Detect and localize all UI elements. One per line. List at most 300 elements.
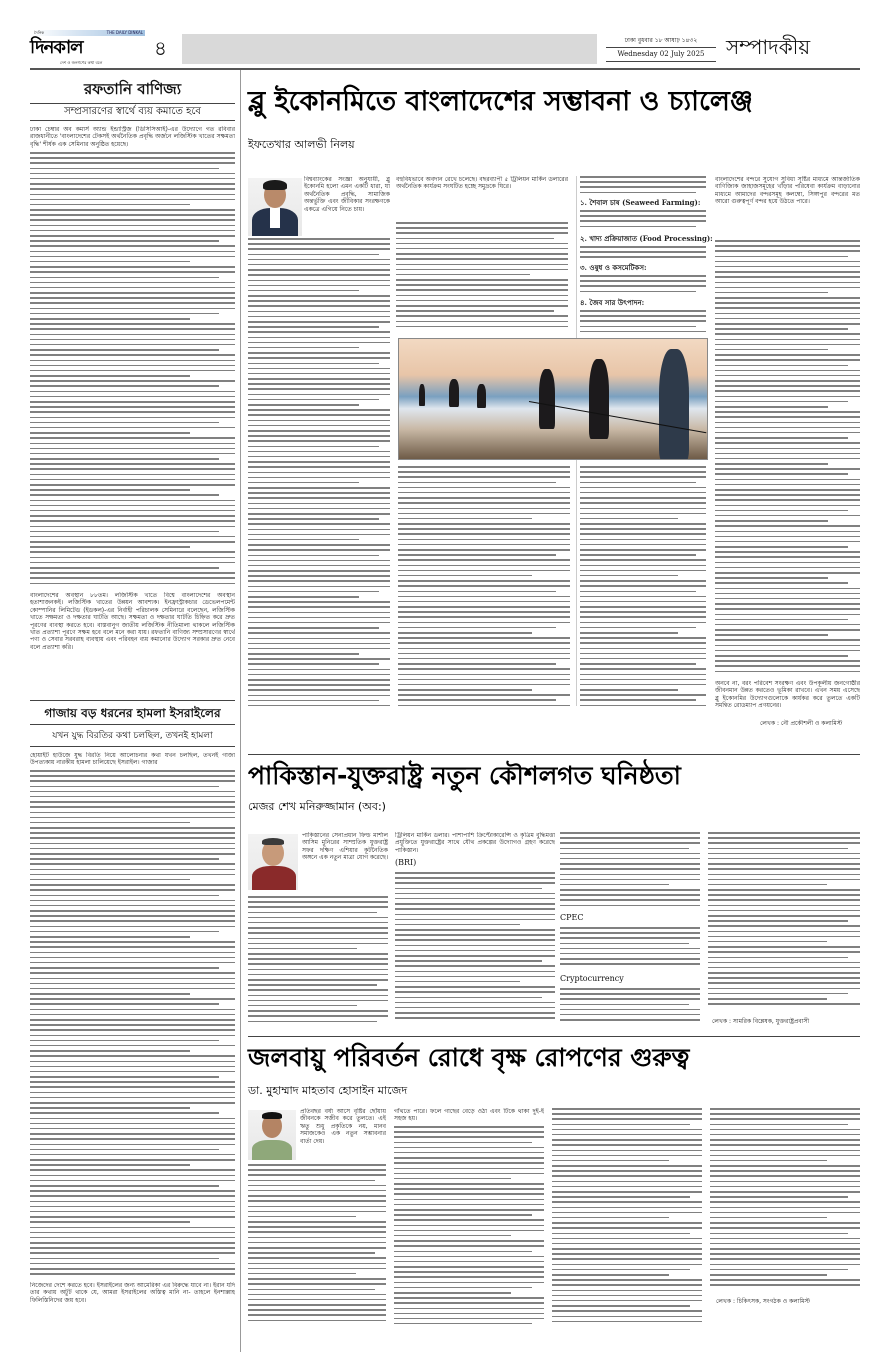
text-line [710, 1139, 860, 1141]
text-line [552, 1264, 702, 1266]
text-line [552, 1191, 702, 1193]
text-line [30, 328, 235, 330]
text-line [560, 905, 700, 907]
text-line [396, 289, 568, 291]
text-line [708, 967, 860, 969]
text-line [30, 952, 235, 954]
text-line [394, 1225, 544, 1227]
editorial2-lead: হোয়াইট হাউজে যুদ্ধ বিরতি নিয়ে আলোচনার কথা যখন চলছিল, তখনই গাজা উপত্যকায় নারকীয় হামলা চালিয়েছে ইসরাইল। গাজার [30, 752, 235, 767]
text-line [30, 577, 235, 579]
logo-tag-left: দৈনিক [34, 30, 45, 35]
text-line [30, 1123, 235, 1125]
text-line [30, 910, 235, 912]
text-line [248, 378, 390, 380]
text-line [30, 1180, 235, 1182]
text-line [30, 941, 235, 943]
text-line [30, 1237, 235, 1239]
editorial2-body [30, 770, 235, 1278]
masthead-rule [30, 68, 860, 70]
text-line [708, 899, 860, 901]
text-line [398, 518, 532, 520]
text-line [30, 983, 235, 985]
text-line [398, 492, 570, 494]
text-line [552, 1253, 702, 1255]
article1-col1-body [248, 238, 390, 428]
text-line [580, 549, 706, 551]
date-english: Wednesday 02 July 2025 [606, 48, 716, 62]
text-line [708, 863, 860, 865]
text-line [30, 225, 235, 227]
text-line [715, 240, 860, 242]
text-line [30, 302, 235, 304]
text-line [552, 1310, 702, 1312]
text-line [30, 194, 235, 196]
text-line [396, 305, 568, 307]
text-line [248, 1247, 386, 1249]
text-line [560, 884, 669, 886]
text-line [248, 596, 359, 598]
text-line [248, 305, 390, 307]
text-line [248, 331, 390, 333]
article2-author-photo [248, 834, 298, 890]
text-line [248, 549, 390, 551]
text-line [30, 313, 219, 315]
text-line [30, 479, 235, 481]
text-line [396, 248, 568, 250]
text-line [30, 1195, 235, 1197]
text-line [396, 279, 568, 281]
text-line [708, 884, 827, 886]
list-item-organic-fertilizer: ৪. জৈব সার উৎপাদন: [580, 298, 645, 307]
text-line [395, 1002, 555, 1004]
text-line [30, 349, 219, 351]
text-line [30, 562, 235, 564]
text-line [248, 420, 390, 422]
text-line [580, 575, 678, 577]
text-line [248, 1226, 386, 1228]
text-line [580, 192, 696, 194]
text-line [715, 453, 860, 455]
text-line [715, 546, 848, 548]
text-line [248, 321, 390, 323]
text-line [248, 290, 359, 292]
text-line [715, 406, 828, 408]
text-line [398, 471, 570, 473]
text-line [30, 874, 235, 876]
text-line [580, 637, 706, 639]
text-line [710, 1134, 860, 1136]
text-line [560, 948, 700, 950]
text-line [715, 520, 828, 522]
text-line [552, 1196, 690, 1198]
text-line [30, 796, 235, 798]
text-line [30, 510, 235, 512]
text-line [248, 906, 388, 908]
text-line [710, 1175, 860, 1177]
text-line [398, 565, 570, 567]
text-line [580, 518, 678, 520]
editorial2-title: গাজায় বড় ধরনের হামলা ইসরাইলের [44, 706, 221, 720]
text-line [580, 611, 706, 613]
article2-col1-body [248, 896, 388, 1024]
text-line [248, 446, 379, 448]
article1-intro: বিশ্বব্যাংকের সংজ্ঞা অনুযায়ী, ব্লু ইকোনমি হলো এমন একটি ধারা, যা অর্থনৈতিক প্রবৃদ্ধি, সামাজিক অন্তর্ভুক্তি এবং জীবিকার সংরক্ষণকে একত্রে এগিয়ে নিতে চায়। [304, 176, 390, 213]
divider [30, 724, 235, 725]
text-line [715, 245, 860, 247]
text-line [710, 1196, 848, 1198]
text-line [30, 199, 235, 201]
text-line [708, 910, 860, 912]
text-line [580, 570, 706, 572]
text-line [248, 430, 390, 432]
text-line [710, 1144, 860, 1146]
editorial2-closing: নিজেদের দেশে করতে হবে। ইসরাইলের জন্য আমেরিকা এর বিরুদ্ধে যাবে না। ইরান যদি তার কথায় অটুট থাকে যে, আমরা ইসরাইলের অস্তিত্ব মানি না- তাহলে ইনশাল্লাহ ফিলিস্তিনিদের জয় হবে। [30, 1282, 235, 1304]
text-line [580, 679, 706, 681]
text-line [398, 466, 570, 468]
text-line [30, 1247, 235, 1249]
text-line [715, 603, 860, 605]
text-line [580, 492, 706, 494]
text-line [248, 1180, 375, 1182]
text-line [248, 932, 388, 934]
text-line [398, 648, 570, 650]
text-line [560, 937, 700, 939]
text-line [30, 443, 235, 445]
text-line [248, 617, 390, 619]
text-line [580, 642, 706, 644]
text-line [248, 456, 390, 458]
text-line [394, 1302, 544, 1304]
article1-col2-lower [398, 466, 570, 706]
text-line [30, 188, 235, 190]
text-line [715, 614, 860, 616]
text-line [30, 360, 235, 362]
text-line [580, 528, 706, 530]
text-line [398, 533, 570, 535]
editorial1-closing: বাংলাদেশের অবস্থান ৮৮তম। লজিস্টিক খাতে বিশ্বে বাংলাদেশের অবস্থান হতাশাজনকই। লজিস্টিক খাতের উন্নয়ন আবশ্যক। ইনফ্রাস্ট্রাকচার ডেভেলপমেন্ট কোম্পানির লিমিটেড (ইডকল)-এর নির্বাহী পরিচালক সেমিনারে বলেছেন, লজিস্টিক খাতে সক্ষমতা ও দক্ষতার ঘাটতি আছে। সক্ষমতা ও দক্ষতার ঘাটতি চিহ্নিত করে দ্রুত পূরণের ব্যবস্থা করতে হবে। বাস্তবানুগ জাতীয় লজিস্টিক নীতিমালা থাকলে লজিস্টিক খাত প্রত্যাশা পূরণে সক্ষম হবে বলে মনে করা যায়। রফতানি বাণিজ্য সম্প্রসারণের স্বার্থে পণ্য ও সেবার সরবরাহ ব্যবস্থায় এবং পরিবহন ব্যয় কমানোর উদ্যোগ সরকার দ্রুত নেবে বলে প্রত্যাশা করি। [30, 592, 235, 651]
divider [248, 1036, 860, 1037]
text-line [394, 1152, 544, 1154]
text-line [715, 525, 860, 527]
text-line [30, 391, 235, 393]
text-line [248, 695, 390, 697]
text-line [248, 963, 388, 965]
text-line [715, 624, 860, 626]
text-line [30, 375, 190, 377]
text-line [715, 448, 860, 450]
text-line [396, 264, 568, 266]
text-line [708, 853, 860, 855]
text-line [715, 671, 860, 673]
text-line [715, 650, 860, 652]
text-line [30, 915, 235, 917]
text-line [248, 409, 390, 411]
text-line [248, 1010, 388, 1012]
text-line [248, 953, 388, 955]
text-line [394, 1245, 544, 1247]
text-line [248, 326, 379, 328]
text-line [30, 245, 235, 247]
text-line [248, 508, 390, 510]
text-line [580, 487, 706, 489]
text-line [552, 1212, 702, 1214]
text-line [30, 448, 235, 450]
text-line [715, 401, 848, 403]
text-line [30, 1273, 235, 1275]
text-line [30, 895, 219, 897]
text-line [30, 505, 235, 507]
text-line [30, 1201, 235, 1203]
text-line [396, 310, 554, 312]
date-bengali: ঢাকা বুধবার ১৮ আষাঢ় ১৪৩২ [606, 36, 716, 48]
text-line [394, 1308, 544, 1310]
text-line [248, 1021, 377, 1023]
text-line [580, 291, 696, 293]
text-line [580, 585, 706, 587]
text-line [398, 668, 570, 670]
text-line [394, 1147, 544, 1149]
text-line [248, 1278, 386, 1280]
text-line [715, 437, 848, 439]
text-line [715, 328, 848, 330]
text-line [715, 396, 860, 398]
text-line [30, 1081, 235, 1083]
text-line [30, 1190, 235, 1192]
text-line [708, 915, 860, 917]
text-line [30, 1206, 235, 1208]
text-line [552, 1300, 702, 1302]
text-line [398, 539, 570, 541]
text-line [30, 1003, 219, 1005]
text-line [30, 1252, 235, 1254]
text-line [248, 638, 390, 640]
text-line [30, 801, 235, 803]
article3-col3-body [552, 1108, 702, 1324]
text-line [30, 546, 190, 548]
text-line [715, 416, 860, 418]
text-line [30, 235, 235, 237]
text-line [30, 432, 190, 434]
text-line [580, 513, 706, 515]
article1-col3-body [580, 176, 706, 196]
text-line [398, 694, 570, 696]
text-line [398, 523, 570, 525]
logo-tag-right: THE DAILY DINKAL [106, 30, 143, 35]
text-line [30, 526, 235, 528]
text-line [248, 969, 388, 971]
text-line [395, 893, 555, 895]
text-line [715, 411, 860, 413]
text-line [30, 168, 219, 170]
editorial2-subtitle: যখন যুদ্ধ বিরতির কথা চলছিল, তখনই হামলা [52, 731, 213, 741]
text-line [580, 251, 706, 253]
text-line [710, 1217, 827, 1219]
text-line [552, 1129, 702, 1131]
date-box [606, 36, 716, 62]
text-line [580, 482, 696, 484]
text-line [560, 1009, 700, 1011]
text-line [710, 1108, 860, 1110]
text-line [30, 1112, 219, 1114]
text-line [560, 879, 700, 881]
text-line [580, 668, 706, 670]
text-line [715, 390, 860, 392]
text-line [30, 1097, 235, 1099]
text-line [30, 541, 235, 543]
text-line [248, 901, 388, 903]
text-line [398, 497, 570, 499]
text-line [580, 280, 706, 282]
text-line [552, 1144, 702, 1146]
article1-col1-lower [248, 430, 390, 706]
text-line [715, 318, 860, 320]
text-line [552, 1113, 702, 1115]
text-line [394, 1157, 544, 1159]
text-line [30, 775, 235, 777]
text-line [248, 917, 388, 919]
text-line [248, 544, 390, 546]
text-line [580, 606, 706, 608]
text-line [248, 622, 390, 624]
text-line [715, 629, 860, 631]
text-line [580, 658, 706, 660]
text-line [708, 920, 848, 922]
text-line [710, 1248, 860, 1250]
article1-col3-body [580, 246, 706, 260]
text-line [708, 941, 827, 943]
text-line [395, 950, 555, 952]
text-line [395, 991, 555, 993]
text-line [715, 489, 860, 491]
text-line [30, 843, 235, 845]
text-line [30, 370, 235, 372]
text-line [552, 1150, 702, 1152]
text-line [395, 945, 555, 947]
text-line [248, 591, 379, 593]
text-line [715, 473, 848, 475]
text-line [398, 554, 556, 556]
text-line [715, 588, 860, 590]
article3-col2-top: গাঁথতে পারে। ফলে গাছের বেড়ে ওঠা এবং টিকে থাকা দুই-ই সহজ হয়। [394, 1108, 544, 1123]
text-line [560, 868, 700, 870]
text-line [708, 982, 860, 984]
text-line [30, 489, 190, 491]
text-line [248, 700, 379, 702]
logo-tagline-bar [32, 30, 145, 36]
text-line [580, 176, 706, 178]
text-line [708, 879, 860, 881]
editorial1-subtitle: সম্প্রসারণের স্বার্থে ব্যয় কমাতে হবে [64, 106, 201, 117]
text-line [30, 1024, 235, 1026]
text-line [560, 1004, 689, 1006]
text-line [248, 425, 390, 427]
article1-col3-body [580, 310, 706, 334]
text-line [248, 958, 388, 960]
text-line [30, 1050, 190, 1052]
text-line [552, 1201, 702, 1203]
text-line [398, 575, 532, 577]
text-line [560, 853, 700, 855]
text-line [398, 674, 570, 676]
text-line [708, 951, 860, 953]
text-line [30, 946, 235, 948]
text-line [30, 848, 235, 850]
newspaper-logo[interactable] [30, 30, 148, 66]
text-line [560, 894, 700, 896]
text-line [30, 858, 219, 860]
text-line [248, 1190, 386, 1192]
article2-col3-body [560, 988, 700, 1024]
text-line [248, 254, 379, 256]
text-line [580, 246, 706, 248]
text-line [30, 962, 235, 964]
text-line [30, 1071, 235, 1073]
text-line [248, 274, 390, 276]
text-line [398, 627, 556, 629]
text-line [30, 1009, 235, 1011]
text-line [248, 1169, 386, 1171]
text-line [580, 326, 696, 328]
text-line [580, 275, 706, 277]
divider [30, 700, 235, 701]
text-line [715, 536, 860, 538]
text-line [708, 832, 860, 834]
article1-byline: ইফতেখার আলভী নিলয় [248, 138, 355, 151]
text-line [708, 998, 827, 1000]
text-line [394, 1297, 544, 1299]
text-line [248, 995, 388, 997]
text-line [248, 472, 390, 474]
text-line [715, 287, 860, 289]
text-line [248, 1304, 386, 1306]
text-line [715, 494, 860, 496]
logo-wordmark: দিনকাল [30, 37, 83, 58]
text-line [30, 1268, 235, 1270]
text-line [30, 1035, 235, 1037]
text-line [560, 874, 700, 876]
text-line [395, 929, 555, 931]
text-line [580, 471, 706, 473]
text-line [248, 938, 388, 940]
text-line [710, 1191, 860, 1193]
text-line [552, 1243, 702, 1245]
text-line [396, 238, 554, 240]
text-line [30, 837, 235, 839]
text-line [552, 1108, 702, 1110]
text-line [394, 1251, 532, 1253]
text-line [395, 924, 520, 926]
text-line [398, 616, 570, 618]
text-line [248, 679, 390, 681]
article1-col2-body [396, 222, 568, 332]
text-line [30, 173, 235, 175]
text-line [580, 320, 706, 322]
text-line [710, 1186, 860, 1188]
text-line [552, 1175, 702, 1177]
text-line [715, 365, 848, 367]
text-line [394, 1313, 544, 1315]
text-line [30, 1138, 235, 1140]
text-line [708, 977, 860, 979]
text-line [30, 806, 235, 808]
text-line [552, 1155, 702, 1157]
text-line [398, 658, 570, 660]
text-line [710, 1269, 848, 1271]
text-line [30, 1118, 235, 1120]
text-line [708, 988, 860, 990]
text-line [708, 931, 860, 933]
text-line [396, 326, 568, 328]
